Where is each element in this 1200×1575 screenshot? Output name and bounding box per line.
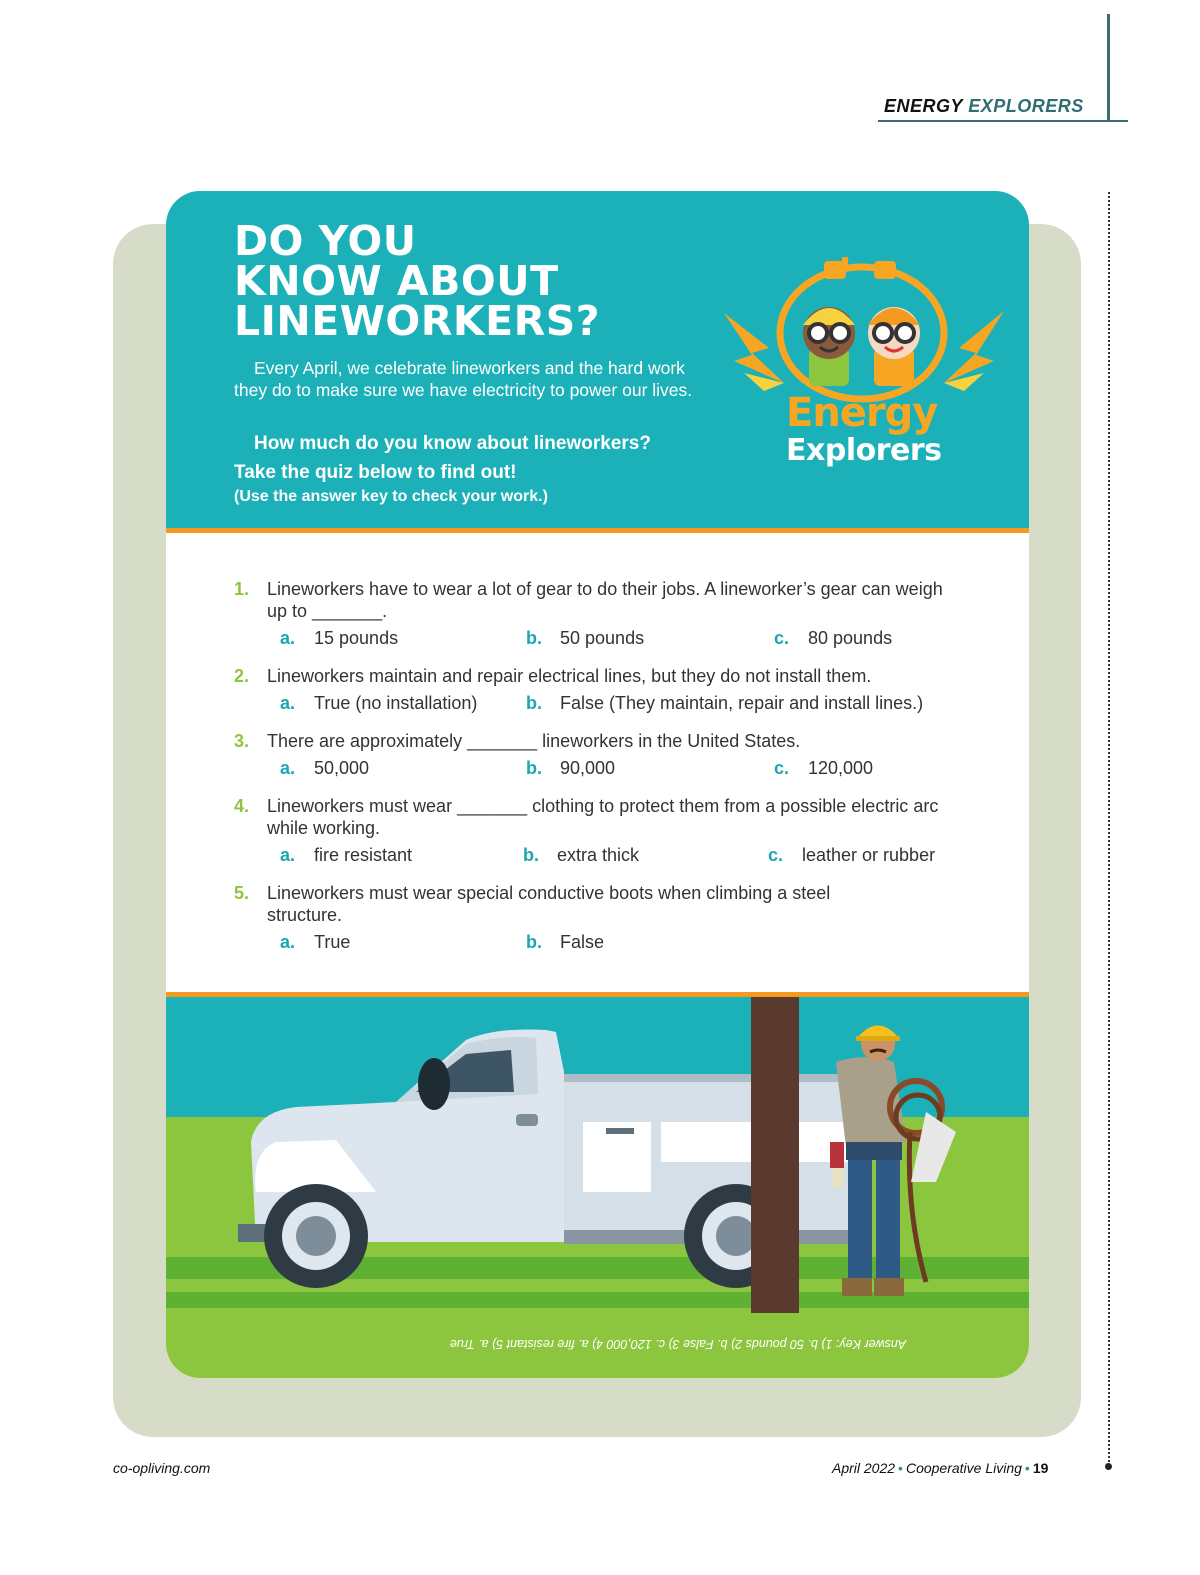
footer-magazine: Cooperative Living [905, 1460, 1022, 1476]
answer-option[interactable] [280, 693, 477, 714]
option-letter: b. [526, 693, 542, 713]
header-rule [878, 120, 1128, 122]
question-number: 4. [234, 796, 250, 816]
answer-option[interactable] [774, 628, 892, 649]
quiz-question-lead: How much do you know about lineworkers? [254, 433, 651, 454]
option-text: 90,000 [560, 758, 616, 778]
footer-date: April 2022 [832, 1460, 896, 1476]
header-rule-vertical [1107, 14, 1110, 122]
question-number: 1. [234, 579, 250, 599]
lineworker-scene [166, 992, 1029, 1378]
question-number: 2. [234, 666, 250, 686]
question-text: Lineworkers must wear _______ clothing to protect them from a possible electric arc while working. [267, 796, 939, 838]
answer-option[interactable] [526, 932, 604, 953]
option-letter: a. [280, 693, 296, 713]
option-text: 50 pounds [560, 628, 645, 648]
activity-card [166, 191, 1029, 1378]
title-line-3: LINEWORKERS? [234, 297, 601, 345]
page-title [234, 217, 601, 345]
option-text: fire resistant [314, 845, 413, 865]
option-letter: a. [280, 628, 296, 648]
option-text: leather or rubber [802, 845, 936, 865]
intro-paragraph: Every April, we celebrate lineworkers and the hard work they do to make sure we have electricity to power our lives. [234, 358, 693, 400]
answer-option[interactable] [280, 628, 398, 649]
option-text: 120,000 [808, 758, 874, 778]
energy-explorers-kids-icon [714, 253, 1014, 403]
question-number: 5. [234, 883, 250, 903]
option-text: 80 pounds [808, 628, 893, 648]
energy-explorers-logo [714, 253, 1014, 483]
answer-option[interactable] [280, 932, 350, 953]
answer-option[interactable] [526, 693, 923, 714]
question-text: Lineworkers must wear special conductive boots when climbing a steel structure. [267, 883, 831, 925]
footer-dot-icon: • [898, 1460, 903, 1476]
margin-dotted-line [1108, 192, 1110, 1462]
question-number: 3. [234, 731, 250, 751]
section-tag [884, 96, 1084, 117]
title-line-1: DO YOU [234, 217, 417, 265]
option-letter: b. [526, 628, 542, 648]
section-tag-word2: EXPLORERS [968, 96, 1084, 116]
question-text: Lineworkers have to wear a lot of gear to do their jobs. A lineworker’s gear can weigh up to _______. [267, 579, 943, 621]
answer-option[interactable] [523, 845, 639, 866]
answer-option[interactable] [526, 628, 644, 649]
footer-site: co-opliving.com [113, 1460, 211, 1476]
option-text: True [314, 932, 351, 952]
option-letter: c. [774, 628, 790, 648]
question-text: There are approximately _______ lineworkers in the United States. [267, 731, 801, 751]
quiz-cta: Take the quiz below to find out! [234, 462, 517, 483]
hero-banner [166, 191, 1029, 528]
option-letter: b. [526, 758, 542, 778]
quiz-section [166, 533, 1029, 993]
margin-bullet [1105, 1463, 1112, 1470]
option-text: False [560, 932, 605, 952]
option-text: extra thick [557, 845, 640, 865]
footer-dot-icon: • [1024, 1460, 1030, 1476]
footer-right [832, 1460, 1048, 1476]
title-line-2: KNOW ABOUT [234, 257, 559, 305]
option-text: False (They maintain, repair and install lines.) [560, 693, 924, 713]
option-letter: a. [280, 758, 296, 778]
answer-option[interactable] [526, 758, 615, 779]
option-letter: c. [774, 758, 790, 778]
answer-option[interactable] [768, 845, 935, 866]
option-letter: c. [768, 845, 784, 865]
page-number: 19 [1032, 1460, 1049, 1476]
option-letter: b. [526, 932, 542, 952]
option-letter: a. [280, 845, 296, 865]
lineworker-truck-illustration [166, 992, 1029, 1378]
option-text: True (no installation) [314, 693, 478, 713]
option-letter: b. [523, 845, 539, 865]
answer-option[interactable] [280, 845, 412, 866]
option-text: 15 pounds [314, 628, 399, 648]
section-tag-word1: ENERGY [884, 96, 963, 116]
question-text: Lineworkers maintain and repair electrical lines, but they do not install them. [267, 666, 872, 686]
option-letter: a. [280, 932, 296, 952]
option-text: 50,000 [314, 758, 370, 778]
logo-text-explorers: Explorers [786, 433, 942, 468]
logo-text-energy: Energy [786, 390, 938, 436]
quiz-note: (Use the answer key to check your work.) [234, 488, 548, 505]
answer-option[interactable] [774, 758, 873, 779]
answer-option[interactable] [280, 758, 369, 779]
answer-key-upside-down: Answer Key: 1) b. 50 pounds 2) b. False 3) c. 120,000 4) a. fire resistant 5) a. True [449, 1337, 907, 1351]
